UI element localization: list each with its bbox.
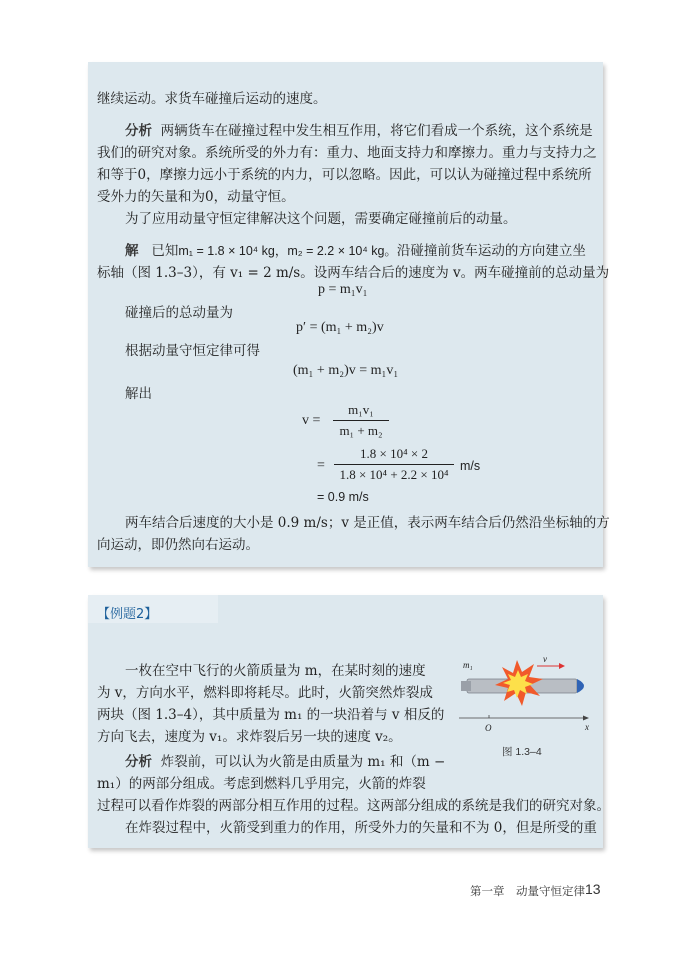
text-line: 解出 xyxy=(125,386,152,402)
paragraph: 为了应用动量守恒定律解决这个问题，需要确定碰撞前后的动量。 xyxy=(125,211,517,227)
label-x: x xyxy=(585,722,589,732)
problem-line: 两块（图 1.3–4），其中质量为 m₁ 的一块沿着与 v 相反的 xyxy=(97,707,445,723)
problem-line: 方向飞去，速度为 v₁。求炸裂后另一块的速度 v₂。 xyxy=(97,729,402,745)
text-line: 碰撞后的总动量为 xyxy=(125,305,233,321)
denominator: m₁ + m₂ xyxy=(339,423,383,438)
unit: m/s xyxy=(460,459,481,473)
mass-1: m₁ = 1.8 × 10⁴ kg， xyxy=(178,244,288,258)
analysis-line: 过程可以看作炸裂的两部分相互作用的过程。这两部分组成的系统是我们的研究对象。 xyxy=(97,798,610,814)
label-v: v xyxy=(543,654,547,664)
equation: v = xyxy=(302,413,321,428)
analysis-label: 分析 xyxy=(125,123,152,139)
solution-text: 已知 xyxy=(151,243,179,259)
arrow-head-icon xyxy=(559,663,565,669)
rocket-tail xyxy=(461,681,471,691)
problem-line: 一枚在空中飞行的火箭质量为 m，在某时刻的速度 xyxy=(125,663,426,679)
chapter-title: 第一章 动量守恒定律 xyxy=(470,884,585,898)
fraction xyxy=(333,402,389,439)
solution-line xyxy=(125,242,586,260)
problem-line: 为 v，方向水平，燃料即将耗尽。此时，火箭突然炸裂成 xyxy=(97,685,433,701)
conclusion-line: 两车结合后速度的大小是 0.9 m/s；v 是正值，表示两车结合后仍然沿坐标轴的方 xyxy=(125,515,610,531)
analysis-line: m₁）的两部分组成。考虑到燃料几乎用完，火箭的炸裂 xyxy=(97,776,426,792)
analysis-text: 两辆货车在碰撞过程中发生相互作用，将它们看成一个系统，这个系统是 xyxy=(160,123,593,139)
analysis-line: 我们的研究对象。系统所受的外力有：重力、地面支持力和摩擦力。重力与支持力之 xyxy=(97,145,597,161)
axis-arrow-icon xyxy=(583,716,589,721)
text-line: 继续运动。求货车碰撞后运动的速度。 xyxy=(97,91,327,107)
solution-label: 解 xyxy=(125,243,139,259)
equation: p′ = (m₁ + m₂)v xyxy=(296,320,384,335)
analysis-line: 受外力的矢量和为0，动量守恒。 xyxy=(97,189,295,205)
equation: = xyxy=(317,458,325,473)
rocket-nose-icon xyxy=(577,679,584,693)
mass-2: m₂ = 2.2 × 10⁴ kg。 xyxy=(287,244,397,258)
analysis-line: 和等于0，摩擦力远小于系统的内力，可以忽略。因此，可以认为碰撞过程中系统所 xyxy=(97,167,592,183)
numerator: 1.8 × 10⁴ × 2 xyxy=(334,446,454,465)
label-m1: m₁ xyxy=(463,660,473,670)
equation: (m₁ + m₂)v = m₁v₁ xyxy=(293,363,399,378)
analysis-label: 分析 xyxy=(125,754,152,770)
numerator: m₁v₁ xyxy=(333,402,389,421)
page-number: 13 xyxy=(585,881,601,897)
equation: p = m₁v₁ xyxy=(318,282,368,297)
rocket-explosion-figure xyxy=(455,646,595,736)
analysis-text: 炸裂前，可以认为火箭是由质量为 m₁ 和（m − xyxy=(160,754,446,770)
label-o: O xyxy=(485,723,492,733)
conclusion-line: 向运动，即仍然向右运动。 xyxy=(97,537,259,553)
analysis-line: 在炸裂过程中，火箭受到重力的作用，所受外力的矢量和不为 0，但是所受的重 xyxy=(125,820,597,836)
equation: = 0.9 m/s xyxy=(317,490,369,504)
analysis-line xyxy=(125,122,593,140)
analysis-line xyxy=(125,753,445,771)
solution-text: 沿碰撞前货车运动的方向建立坐 xyxy=(396,243,586,259)
example-title: 【例题2】 xyxy=(97,607,158,622)
fraction xyxy=(334,446,454,483)
solution-line: 标轴（图 1.3–3），有 v₁ = 2 m/s。设两车结合后的速度为 v。两车碰撞前的总动量为 xyxy=(97,265,610,281)
denominator: 1.8 × 10⁴ + 2.2 × 10⁴ xyxy=(339,467,449,482)
text-line: 根据动量守恒定律可得 xyxy=(125,343,260,359)
figure-caption: 图 1.3–4 xyxy=(502,746,542,758)
